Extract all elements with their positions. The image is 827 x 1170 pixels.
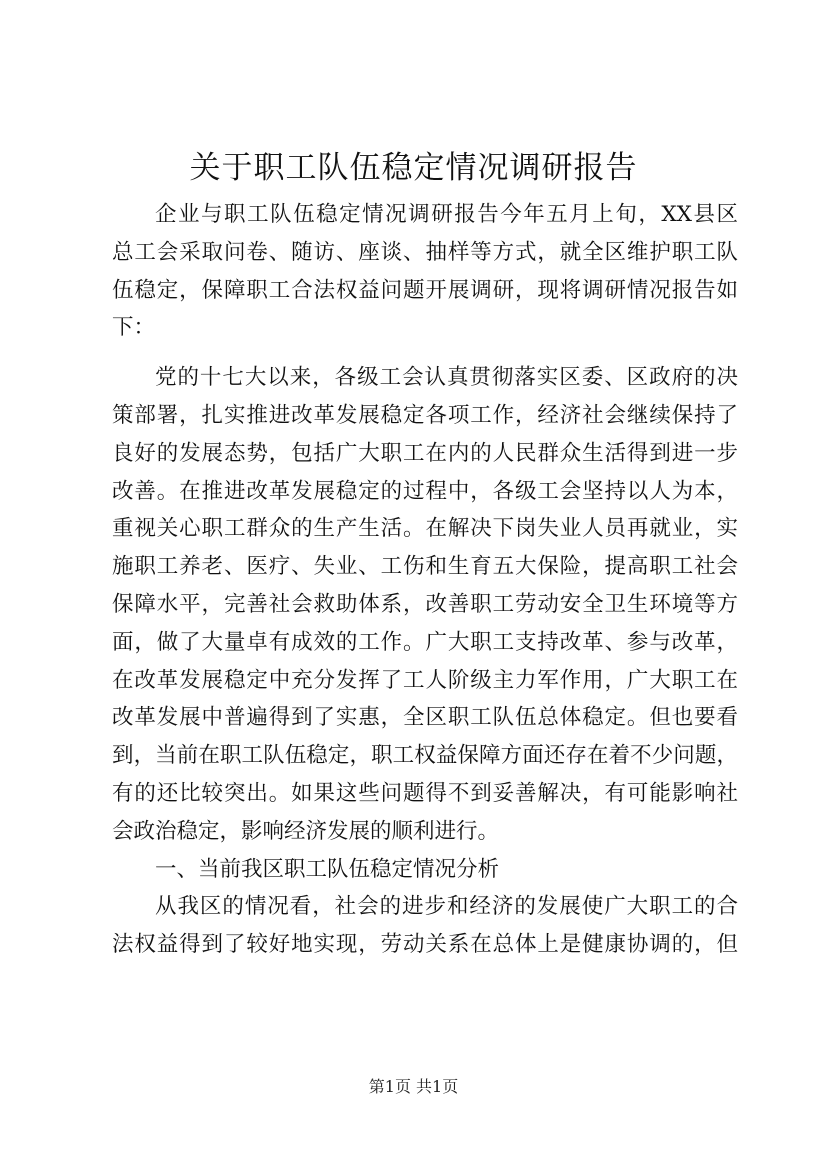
section-heading-text: 一、当前我区职工队伍稳定情况分析 (155, 856, 500, 882)
text-line: 面，做了大量卓有成效的工作。广大职工支持改革、参与改革， (112, 629, 738, 655)
paragraph-background (112, 359, 738, 850)
text-line: 伍稳定，保障职工合法权益问题开展调研，现将调研情况报告如 (112, 277, 738, 303)
text-line: 保障水平，完善社会救助体系，改善职工劳动安全卫生环境等方 (112, 591, 738, 617)
paragraph-analysis (112, 888, 738, 964)
text-line: 总工会采取问卷、随访、座谈、抽样等方式，就全区维护职工队 (112, 239, 738, 265)
section-heading (112, 851, 738, 889)
text-line: 施职工养老、医疗、失业、工伤和生育五大保险，提高职工社会 (112, 554, 738, 580)
text-line: 从我区的情况看，社会的进步和经济的发展使广大职工的合 (155, 894, 738, 920)
document-body (112, 196, 738, 964)
text-line: 重视关心职工群众的生产生活。在解决下岗失业人员再就业，实 (112, 516, 738, 542)
paragraph-gap (112, 347, 738, 359)
text-line: 在改革发展稳定中充分发挥了工人阶级主力军作用，广大职工在 (112, 667, 738, 693)
document-title: 关于职工队伍稳定情况调研报告 (189, 150, 638, 186)
text-line: 法权益得到了较好地实现，劳动关系在总体上是健康协调的，但 (112, 932, 738, 958)
text-line: 改善。在推进改革发展稳定的过程中，各级工会坚持以人为本， (112, 478, 738, 504)
text-line: 有的还比较突出。如果这些问题得不到妥善解决，有可能影响社 (112, 780, 738, 806)
page-number-footer: 第1页 共1页 (368, 1077, 459, 1096)
text-line: 良好的发展态势，包括广大职工在内的人民群众生活得到进一步 (112, 440, 738, 466)
text-line: 改革发展中普遍得到了实惠，全区职工队伍总体稳定。但也要看 (112, 705, 738, 731)
text-line: 党的十七大以来，各级工会认真贯彻落实区委、区政府的决 (155, 365, 738, 391)
text-line: 策部署，扎实推进改革发展稳定各项工作，经济社会继续保持了 (112, 402, 738, 428)
text-line: 会政治稳定，影响经济发展的顺利进行。 (112, 818, 500, 844)
text-line: 到，当前在职工队伍稳定，职工权益保障方面还存在着不少问题， (112, 743, 738, 769)
text-line: 下： (112, 315, 156, 341)
paragraph-intro (112, 196, 738, 347)
text-line: 企业与职工队伍稳定情况调研报告今年五月上旬，XX县区 (155, 202, 738, 227)
